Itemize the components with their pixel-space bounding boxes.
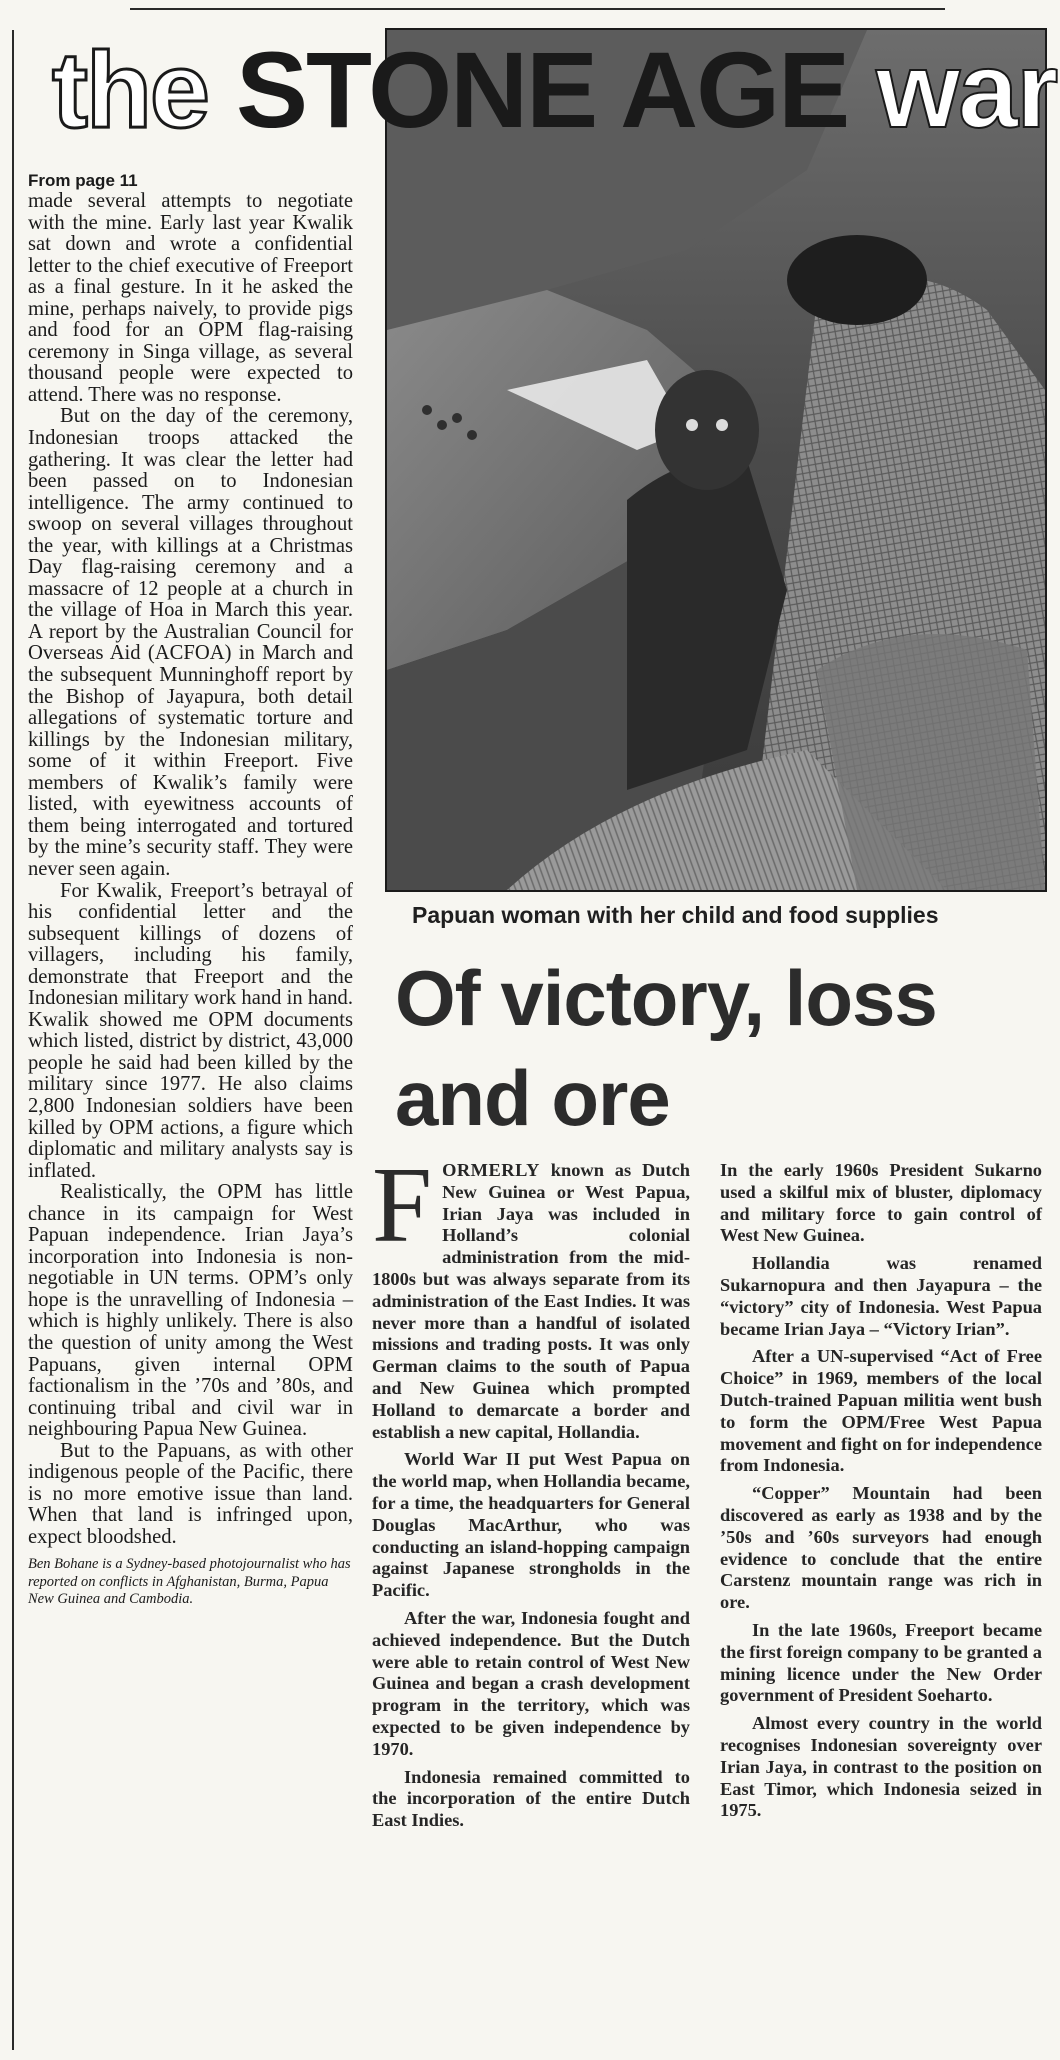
left-column-article [28,170,353,1609]
sidebar-paragraph: “Copper” Mountain had been discovered as early as 1938 and by the ’50s and ’60s surveyors had enough evidence to conclude that the entire Carstenz mountain range was rich in ore. [720,1483,1042,1613]
sidebar-right-column [720,1160,1042,1822]
top-rule [130,8,945,10]
sidebar-paragraph: Indonesia remained committed to the incorporation of the entire Dutch East Indies. [372,1766,690,1831]
sidebar-paragraph: In the early 1960s President Sukarno used a skilful mix of bluster, diplomacy and military force to gain control of West New Guinea. [720,1160,1042,1246]
previous-column-border [0,30,14,2050]
sidebar-title: Of victory, loss and ore [395,954,937,1142]
sidebar-paragraph: Almost every country in the world recognises Indonesian sovereignty over Irian Jaya, in contrast to the position on East Timor, which Indonesia seized in 1975. [720,1713,1042,1821]
photo-caption: Papuan woman with her child and food supplies [412,902,939,928]
left-paragraph: For Kwalik, Freeport’s betrayal of his confidential letter and the subsequent killings of dozens of villagers, including his family, demonstrate that Freeport and the Indonesian military work hand in hand. Kwalik showed me OPM documents which listed, district by district, 43,000 people he said had been killed by the military since 1977. He also claims 2,800 Indonesian soldiers have been killed by OPM actions, a figure which diplomatic and military analysts say is inflated. [28,879,353,1182]
sidebar-paragraph: After the war, Indonesia fought and achieved independence. But the Dutch were able to retain control of West New Guinea and began a crash development program in the territory, which was expected to be given independence by 1970. [372,1607,690,1759]
left-paragraph: But to the Papuans, as with other indigenous people of the Pacific, there is no more emotive issue than land. When that land is infringed upon, expect bloodshed. [28,1439,353,1548]
lead-text: known as Dutch New Guinea or West Papua, Irian Jaya was included in Holland’s colonial administration from the mid-1800s but was always separate from its administration of the East Indies. It was never more than a handful of isolated missions and trading posts. It was only German claims to the south of Papua and New Guinea which prompted Holland to demarcate a border and establish a new capital, Hollandia. [372,1160,690,1442]
lead-caps: ORMERLY [442,1160,540,1180]
sidebar-paragraph: World War II put West Papua on the world map, when Hollandia became, for a time, the headquarters for General Douglas MacArthur, who was conducting an island-hopping campaign against Japanese strongholds in the Pacific. [372,1449,690,1601]
headline-word-the: the [52,29,208,150]
headline-word-war: war [876,29,1057,150]
sidebar-middle-column [372,1146,690,1832]
author-byline: Ben Bohane is a Sydney-based photojournalist who has reported on conflicts in Afghanistan, Burma, Papua New Guinea and Cambodia. [28,1556,351,1608]
left-paragraph: made several attempts to negotiate with the mine. Early last year Kwalik sat down and wrote a confidential letter to the chief executive of Freeport as a final gesture. In it he asked the mine, perhaps naively, to provide pigs and food for an OPM flag-raising ceremony in Singa village, as several thousand people were expected to attend. There was no response. [28,190,353,406]
sidebar-paragraph: In the late 1960s, Freeport became the first foreign company to be granted a mining licence under the New Order government of President Soeharto. [720,1619,1042,1706]
sidebar-lead-paragraph [372,1146,690,1443]
sidebar-paragraph: After a UN-supervised “Act of Free Choice” in 1969, members of the local Dutch-trained Papuan militia went bush to form the OPM/Free West Papua movement and fight on for independence from Indonesia. [720,1346,1042,1476]
drop-cap: F [372,1146,433,1265]
sidebar-paragraph: Hollandia was renamed Sukarnopura and then Jayapura – the “victory” city of Indonesia. West Papua became Irian Jaya – “Victory Irian”. [720,1253,1042,1339]
headline-word-stone-age: STONE AGE [236,29,849,150]
from-page-label: From page 11 [28,171,138,190]
left-paragraph: Realistically, the OPM has little chance in its campaign for West Papuan independence. Irian Jaya’s incorporation into Indonesia is non-negotiable in UN terms. OPM’s only hope is the unravelling of Indonesia – which is highly unlikely. There is also the question of unity among the West Papuans, given internal OPM factionalism in the ’70s and ’80s, and continuing tribal and civil war in neighbouring Papua New Guinea. [28,1181,353,1441]
left-paragraph: But on the day of the ceremony, Indonesian troops attacked the gathering. It was clear the letter had been passed on to Indonesian intelligence. The army continued to swoop on several villages throughout the year, with killings at a Christmas Day flag-raising ceremony and a massacre of 12 people at a church in the village of Hoa in March this year. A report by the Australian Council for Overseas Aid (ACFOA) in March and the subsequent Munninghoff report by the Bishop of Jayapura, both detail allegations of systematic torture and killings by the Indonesian military, some of it within Freeport. Five members of Kwalik’s family were listed, with eyewitness accounts of them being interrogated and tortured by the mine’s security staff. They were never seen again. [28,405,353,880]
headline [52,29,1057,150]
photo-papuan-woman-child [385,28,1047,892]
